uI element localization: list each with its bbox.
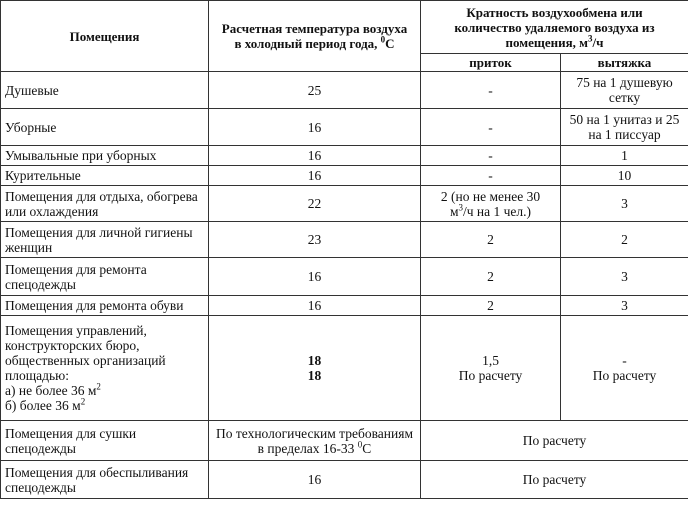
room-name: Помещения для отдыха, обогрева или охлаждения (1, 186, 209, 222)
cubic-sup: 3 (458, 202, 463, 212)
table-row (1, 316, 688, 421)
temperature-unit: С (385, 36, 395, 51)
room-name: Помещения для личной гигиены женщин (1, 222, 209, 258)
inflow-line2: м (449, 203, 459, 219)
temperature-value (209, 316, 421, 421)
inflow-value: - (421, 146, 561, 166)
mgmt-inflow-a: 1,5 (482, 353, 499, 368)
room-name: Помещения для сушки спецодежды (1, 421, 209, 461)
exhaust-value: 3 (561, 258, 688, 296)
header-row (1, 1, 688, 54)
mgmt-name: Помещения управлений, конструкторских бюро, общественных организаций площадью: (5, 323, 166, 383)
inflow-value: 2 (421, 222, 561, 258)
mgmt-option-a: а) не более 36 м (5, 383, 97, 398)
temperature-value: 22 (209, 186, 421, 222)
room-name: Уборные (1, 109, 209, 146)
exchange-value: По расчету (421, 421, 688, 461)
table-row (1, 461, 688, 499)
exhaust-value: 50 на 1 унитаз и 25 на 1 писсуар (561, 109, 688, 146)
temperature-value: 23 (209, 222, 421, 258)
temperature-value: 16 (209, 109, 421, 146)
room-name: Помещения для ремонта спецодежды (1, 258, 209, 296)
inflow-value: 2 (421, 296, 561, 316)
exhaust-value: 2 (561, 222, 688, 258)
temperature-value: 16 (209, 146, 421, 166)
temperature-value: 16 (209, 258, 421, 296)
exchange-header-line2: количество удаляемого воздуха из (454, 19, 655, 35)
exchange-header-line1: Кратность воздухообмена или (466, 4, 643, 20)
mgmt-exhaust-b: По расчету (592, 368, 657, 383)
table-row (1, 186, 688, 222)
mgmt-temp-b: 18 (307, 368, 322, 383)
degree-sup: 0 (380, 34, 386, 45)
room-header: Помещения (1, 1, 209, 72)
drying-temp-unit: С (362, 440, 372, 456)
table-row (1, 166, 688, 186)
table-row (1, 72, 688, 109)
exchange-value: По расчету (421, 461, 688, 499)
exchange-header (421, 1, 688, 54)
exhaust-value: 10 (561, 166, 688, 186)
inflow-value: - (421, 109, 561, 146)
inflow-value: 2 (421, 258, 561, 296)
room-name: Душевые (1, 72, 209, 109)
exhaust-value: 3 (561, 186, 688, 222)
degree-sup: 0 (357, 439, 363, 449)
temperature-value: 16 (209, 166, 421, 186)
mgmt-inflow-b: По расчету (458, 368, 523, 383)
temperature-value (209, 421, 421, 461)
table-row (1, 146, 688, 166)
exchange-unit: /ч (592, 34, 604, 50)
table-row (1, 296, 688, 316)
square-sup: 2 (96, 381, 101, 392)
inflow-value (421, 316, 561, 421)
temperature-value: 16 (209, 296, 421, 316)
room-name: Помещения для ремонта обуви (1, 296, 209, 316)
temperature-header-line2: в холодный период года, (234, 36, 381, 51)
inflow-header: приток (421, 54, 561, 72)
room-name: Курительные (1, 166, 209, 186)
table-row (1, 258, 688, 296)
table-row (1, 421, 688, 461)
temperature-header-line1: Расчетная температура воздуха (221, 21, 408, 36)
exchange-header-line3: помещения, м (505, 34, 589, 50)
inflow-value: - (421, 166, 561, 186)
exhaust-value: 1 (561, 146, 688, 166)
square-sup: 2 (80, 396, 86, 407)
room-name: Помещения для обеспыливания спецодежды (1, 461, 209, 499)
mgmt-temp-a: 18 (307, 353, 322, 368)
room-name: Умывальные при уборных (1, 146, 209, 166)
room-name (1, 316, 209, 421)
temperature-value: 25 (209, 72, 421, 109)
inflow-value (421, 186, 561, 222)
temperature-value: 16 (209, 461, 421, 499)
inflow-value: - (421, 72, 561, 109)
exhaust-value: 3 (561, 296, 688, 316)
inflow-line1: 2 (но не менее 30 (440, 188, 541, 204)
exhaust-header: вытяжка (561, 54, 688, 72)
table-row (1, 109, 688, 146)
exhaust-value: 75 на 1 душевую сетку (561, 72, 688, 109)
mgmt-option-b: б) более 36 м (5, 398, 81, 413)
inflow-line2-rest: /ч на 1 чел.) (463, 203, 532, 219)
exhaust-value (561, 316, 688, 421)
temperature-header (209, 1, 421, 72)
cubic-sup: 3 (588, 33, 593, 44)
drying-temp-text: По технологическим требованиям в пределах 16-33 (215, 425, 413, 456)
table-row (1, 222, 688, 258)
mgmt-exhaust-a: - (622, 353, 627, 368)
